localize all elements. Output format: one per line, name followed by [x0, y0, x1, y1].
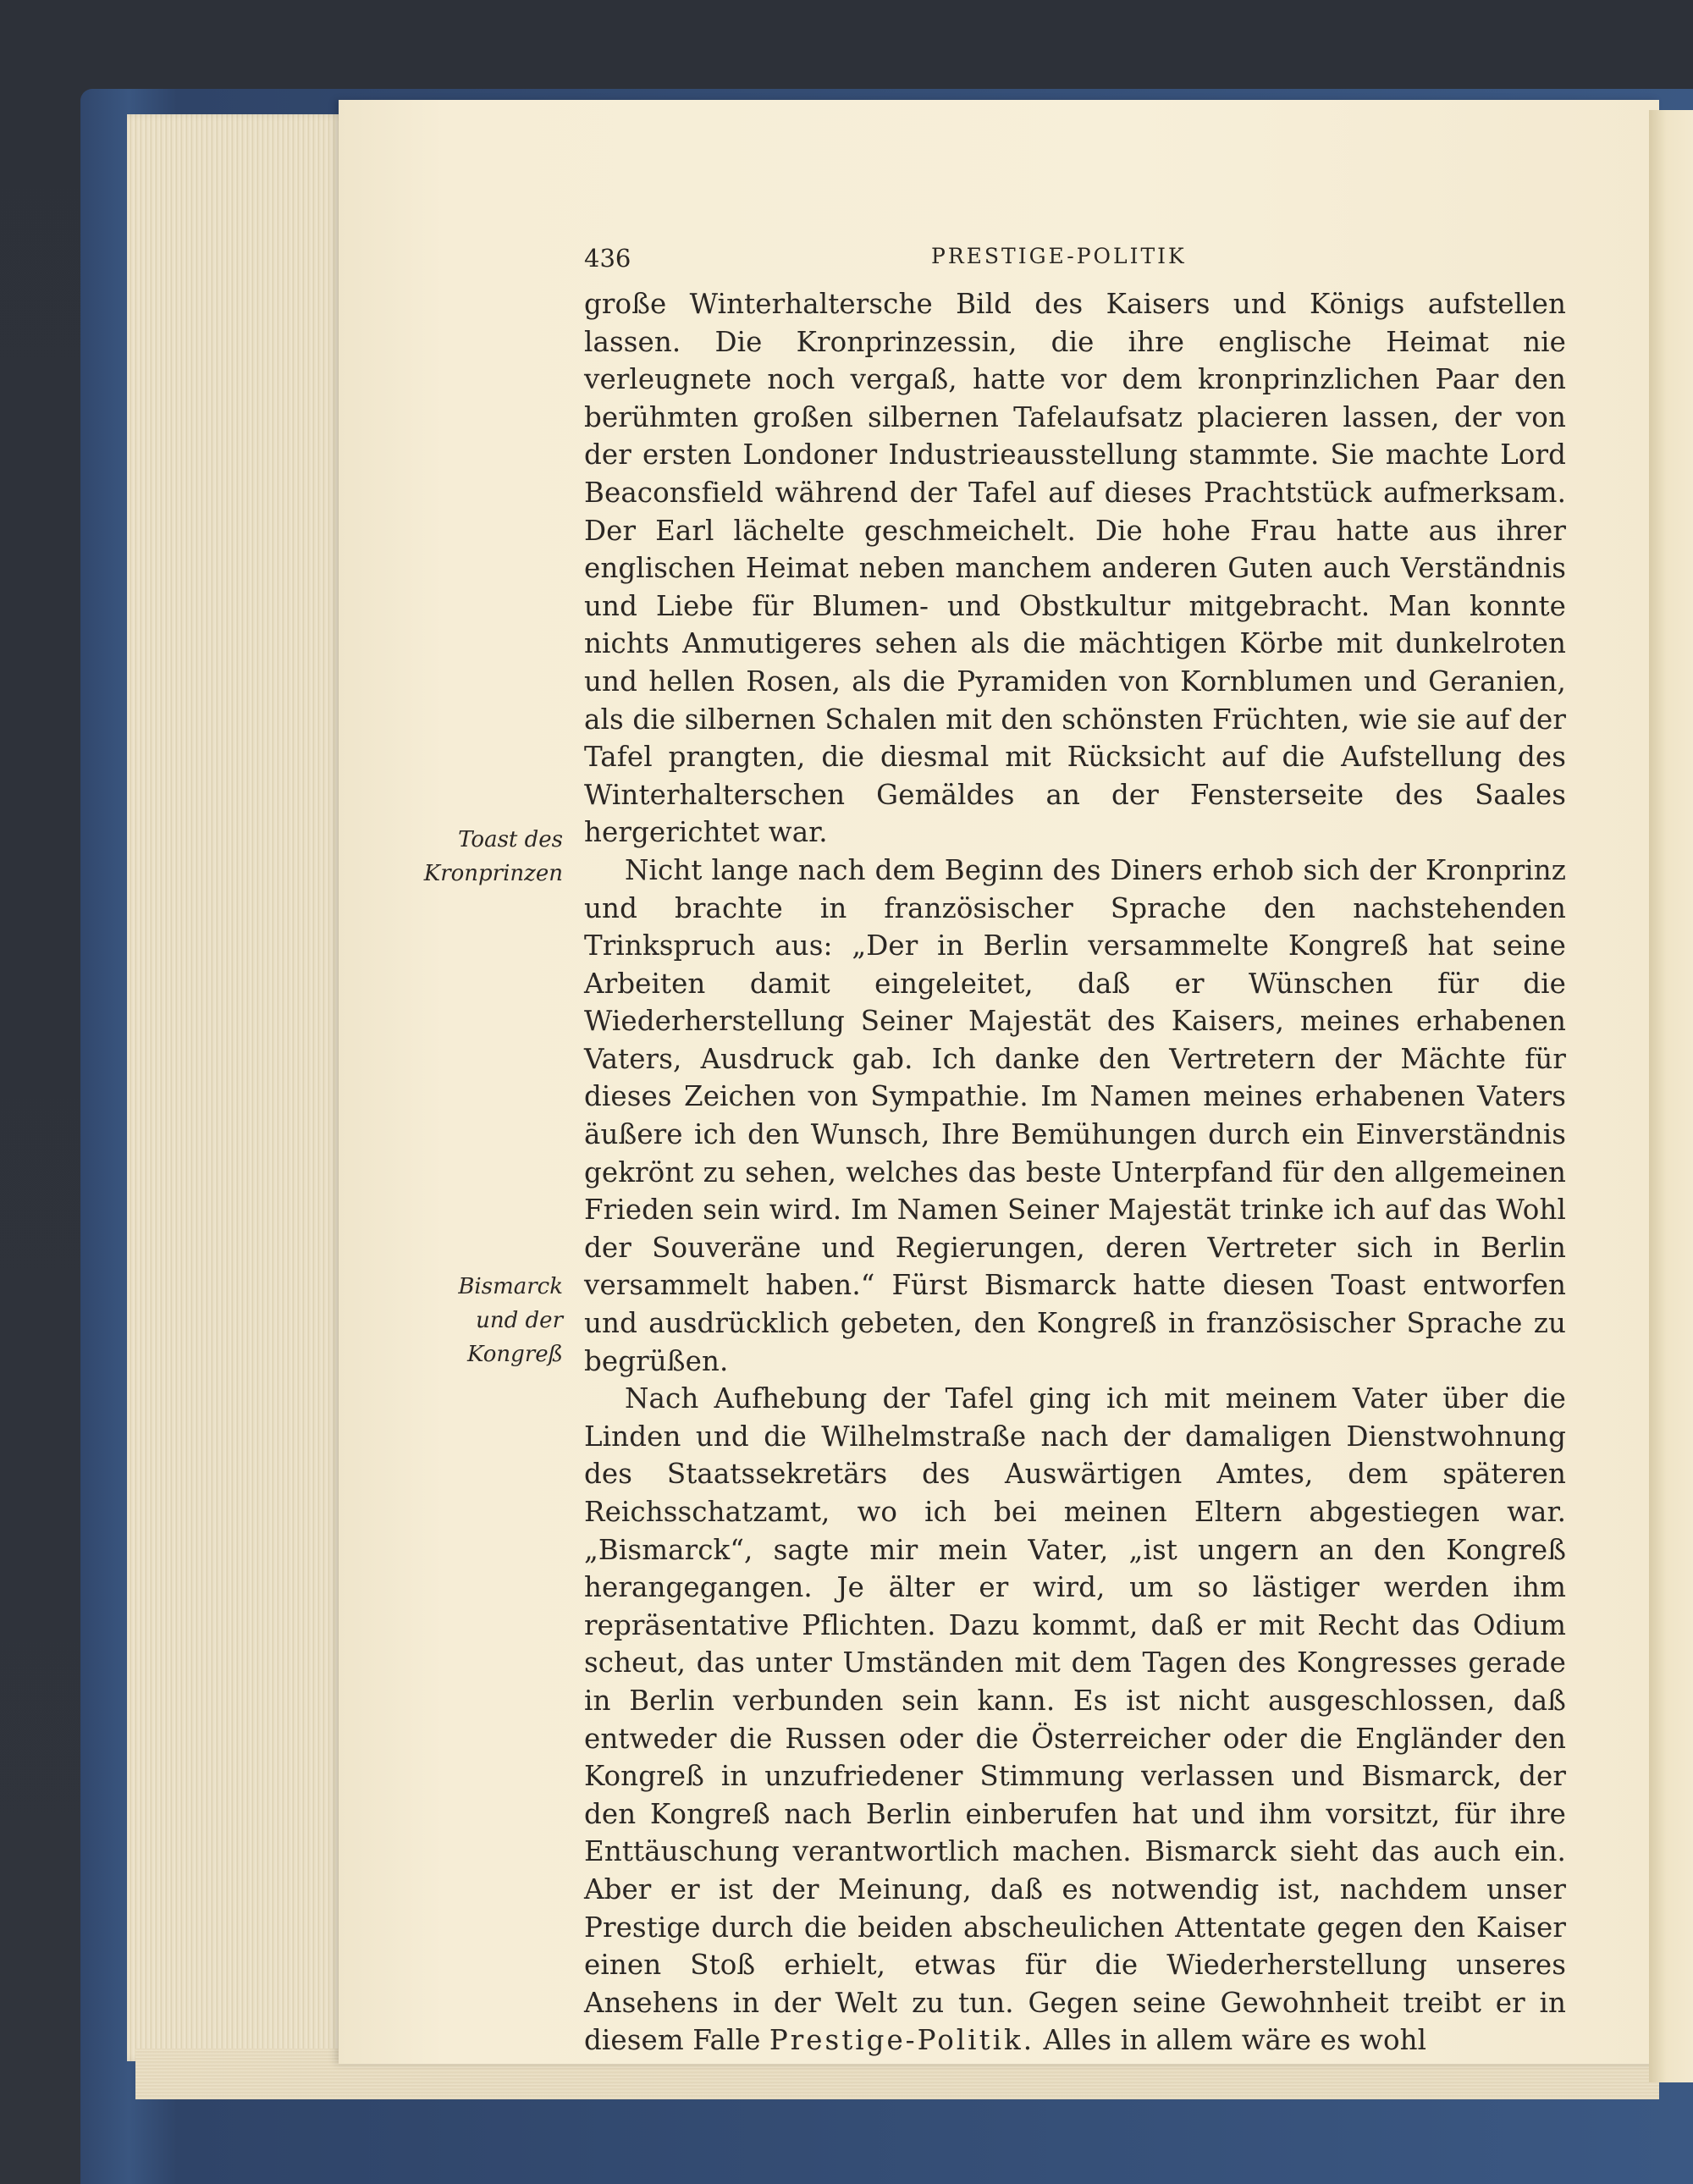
page-number: 436	[584, 244, 631, 273]
opposite-page-edge	[1649, 110, 1693, 2082]
paragraph-2: Nicht lange nach dem Beginn des Diners erhob sich der Kronprinz und brachte in französischer Sprache den nachstehenden Trinkspruch aus: „Der in Berlin versammelte Kongreß hat seine Arbeiten damit eingeleitet, daß er Wünschen für die Wiederherstellung Seiner Majestät des Kaisers, meines erhabenen Vaters, Ausdruck gab. Ich danke den Vertretern der Mächte für dieses Zeichen von Sympathie. Im Namen meines erhabenen Vaters äußere ich den Wunsch, Ihre Bemühungen durch ein Einverständnis gekrönt zu sehen, welches das beste Unterpfand für den allgemeinen Frieden sein wird. Im Namen Seiner Majestät trinke ich auf das Wohl der Souveräne und Regierungen, deren Vertreter sich in Berlin versammelt haben.“ Fürst Bismarck hatte diesen Toast entworfen und ausdrücklich gebeten, den Kongreß in französischer Sprache zu begrüßen.	[584, 853, 1566, 1377]
body-text	[584, 285, 1566, 2060]
running-title: PRESTIGE-POLITIK	[931, 244, 1187, 268]
marginal-line: Toast des	[458, 827, 563, 852]
marginal-line: Kongreß	[467, 1342, 563, 1367]
marginal-note-toast	[394, 823, 563, 891]
marginal-line: und der	[476, 1308, 563, 1333]
paragraph-3	[584, 1380, 1566, 2060]
paragraph-3-text: Nach Aufhebung der Tafel ging ich mit meinem Vater über die Linden und die Wilhelmstraße nach der damaligen Dienstwohnung des Staatssekretärs des Auswärtigen Amtes, dem späteren Reichsschatzamt, wo ich bei meinen Eltern abgestiegen war. „Bismarck“, sagte mir mein Vater, „ist ungern an den Kongreß herangegangen. Je älter er wird, um so lästiger werden ihm repräsentative Pflichten. Dazu kommt, daß er mit Recht das Odium scheut, das unter Umständen mit dem Tagen des Kongresses gerade in Berlin verbunden sein kann. Es ist nicht ausgeschlossen, daß entweder die Russen oder die Österreicher oder die Engländer den Kongreß in unzufriedener Stimmung verlassen und Bismarck, der den Kongreß nach Berlin einberufen hat und ihm vorsitzt, für ihre Enttäuschung verantwortlich machen. Bismarck sieht das auch ein. Aber er ist der Meinung, daß es notwendig ist, nachdem unser Prestige durch die beiden abscheulichen Attentate gegen den Kaiser einen Stoß erhielt, etwas für die Wiederherstellung unseres Ansehens in der Welt zu tun. Gegen seine Gewohnheit treibt er in diesem Falle	[584, 1382, 1566, 2057]
paragraph-1: große Winterhaltersche Bild des Kaisers und Königs aufstellen lassen. Die Kronprinzessin, die ihre englische Heimat nie verleugnete noch vergaß, hatte vor dem kronprinzlichen Paar den berühmten großen silbernen Tafelaufsatz placieren lassen, der von der ersten Londoner Industrieausstellung stammte. Sie machte Lord Beaconsfield während der Tafel auf dieses Prachtstück aufmerksam. Der Earl lächelte geschmeichelt. Die hohe Frau hatte aus ihrer englischen Heimat neben manchem anderen Guten auch Verständnis und Liebe für Blumen- und Obstkultur mitgebracht. Man konnte nichts Anmutigeres sehen als die mächtigen Körbe mit dunkelroten und hellen Rosen, als die Pyramiden von Kornblumen und Geranien, als die silbernen Schalen mit den schönsten Früchten, wie sie auf der Tafel prangten, die diesmal mit Rücksicht auf die Aufstellung des Winterhalterschen Gemäldes an der Fensterseite des Saales hergerichtet war.	[584, 288, 1566, 849]
marginal-line: Bismarck	[458, 1274, 563, 1299]
emphasis-prestige-politik: Prestige-Politik.	[769, 2024, 1035, 2057]
marginal-note-bismarck	[394, 1270, 563, 1371]
page-header	[584, 244, 1574, 286]
marginal-line: Kronprinzen	[423, 861, 563, 886]
paragraph-3-end: Alles in allem wäre es wohl	[1043, 2024, 1427, 2057]
page-edges	[127, 114, 372, 2061]
